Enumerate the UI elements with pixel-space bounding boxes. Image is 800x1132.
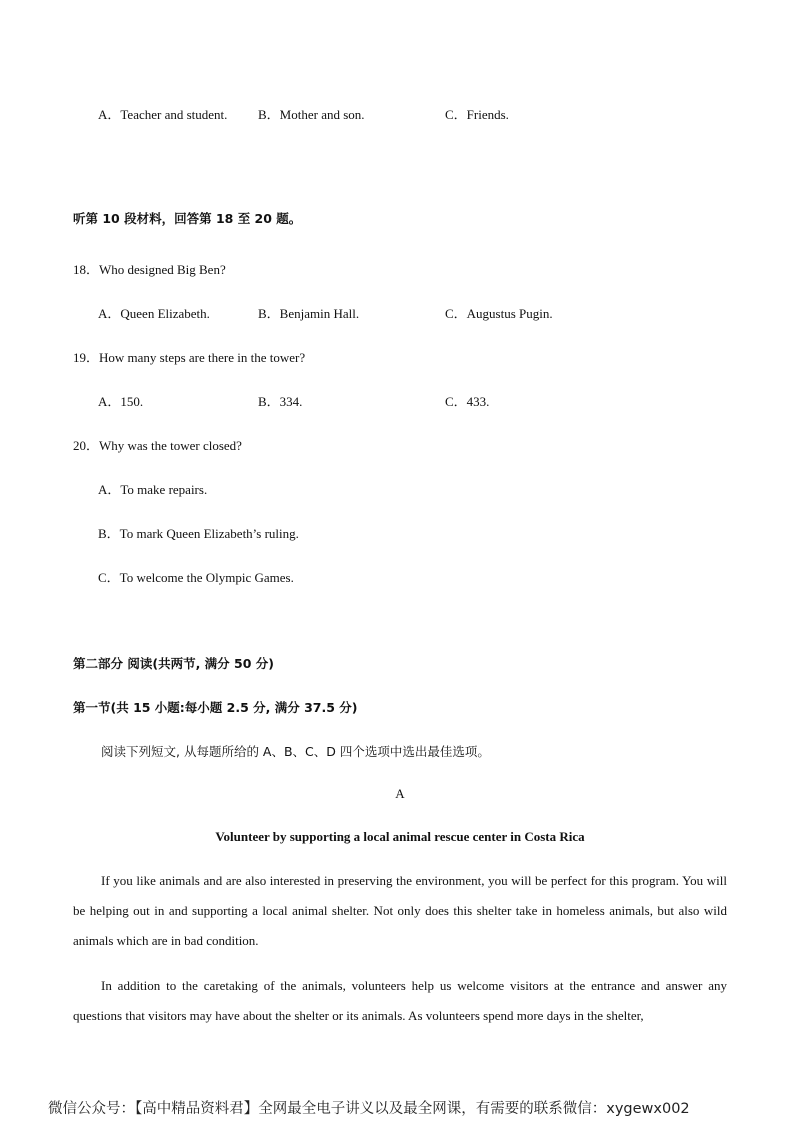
option-b: B．Benjamin Hall. (258, 306, 360, 321)
passage-letter: A (395, 786, 405, 801)
option-c: C．Friends. (445, 107, 509, 122)
option-b: B．Mother and son. (258, 107, 365, 122)
question-20-option-b: B．To mark Queen Elizabeth’s ruling. (98, 526, 299, 541)
paragraph-text: In addition to the caretaking of the animals, volunteers help us welcome visitors at the entrance and answer any questions that visitors may have about the shelter or its animals. As volunteers spend more days in the shelter, (73, 978, 727, 1023)
part2-heading: 第二部分 阅读(共两节, 满分 50 分) (73, 656, 274, 671)
option-c: C．Augustus Pugin. (445, 306, 553, 321)
passage-title: Volunteer by supporting a local animal rescue center in Costa Rica (215, 829, 585, 844)
option-a: A．Queen Elizabeth. (98, 306, 210, 321)
section-10-heading: 听第 10 段材料，回答第 18 至 20 题。 (73, 211, 302, 226)
question-18-stem: 18．Who designed Big Ben? (73, 262, 226, 277)
instruction: 阅读下列短文, 从每题所给的 A、B、C、D 四个选项中选出最佳选项。 (101, 744, 490, 759)
question-20-option-c: C．To welcome the Olympic Games. (98, 570, 294, 585)
option-b: B．334. (258, 394, 303, 409)
footer-watermark: 微信公众号：【高中精品资料君】全网最全电子讲义以及最全网课，有需要的联系微信：xygewx002 (48, 1101, 690, 1117)
passage-paragraph (73, 971, 727, 1031)
option-a: A．Teacher and student. (98, 107, 228, 122)
section1-heading: 第一节(共 15 小题:每小题 2.5 分, 满分 37.5 分) (73, 700, 358, 715)
passage-paragraph (73, 866, 727, 956)
question-19-stem: 19．How many steps are there in the tower? (73, 350, 306, 365)
option-c: C．433. (445, 394, 490, 409)
option-a: A．150. (98, 394, 144, 409)
paragraph-text: If you like animals and are also interested in preserving the environment, you will be perfect for this program. You will be helping out in and supporting a local animal shelter. Not only does this shelter take in homeless animals, but also wild animals which are in bad condition. (73, 873, 727, 948)
question-20-option-a: A．To make repairs. (98, 482, 208, 497)
question-20-stem: 20．Why was the tower closed? (73, 438, 242, 453)
